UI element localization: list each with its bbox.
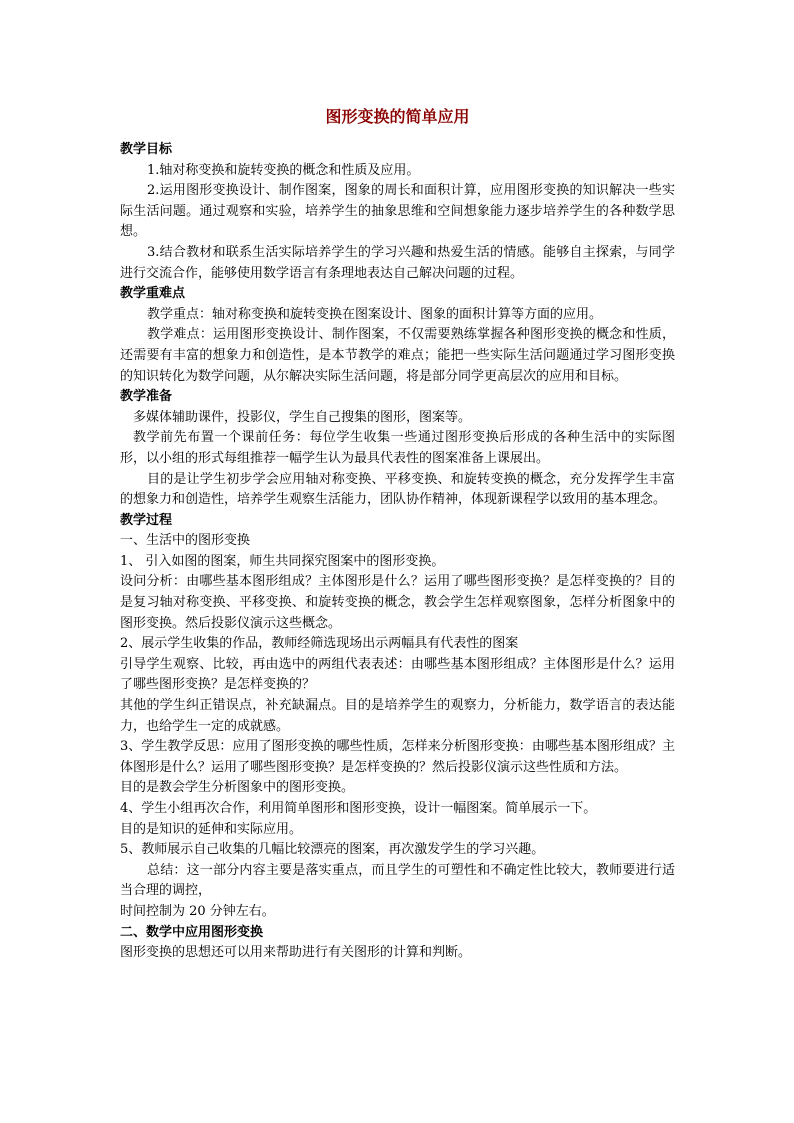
page-title: 图形变换的简单应用: [325, 107, 470, 126]
paragraph: 教学前先布置一个课前任务：每位学生收集一些通过图形变换后形成的各种生活中的实际图形，以小组的形式每组推荐一幅学生认为最具代表性的图案准备上课展出。: [120, 430, 675, 466]
paragraph: 目的是知识的延伸和实际应用。: [120, 821, 303, 837]
section-heading: 教学目标: [120, 142, 173, 157]
section-heading: 教学过程: [120, 512, 173, 528]
paragraph: 多媒体辅助课件，投影仪，学生自己搜集的图形，图案等。: [133, 409, 472, 425]
paragraph: 3、学生教学反思：应用了图形变换的哪些性质，怎样来分析图形变换：由哪些基本图形组成？主体图形是什么？运用了哪些图形变换？是怎样变换的？然后投影仪演示这些性质和方法。: [120, 739, 675, 775]
paragraph: 引导学生观察、比较，再由选中的两组代表表述：由哪些基本图形组成？主体图形是什么？运用了哪些图形变换？是怎样变换的？: [120, 656, 675, 693]
paragraph: 图形变换的思想还可以用来帮助进行有关图形的计算和判断。: [120, 945, 472, 961]
paragraph: 一、生活中的图形变换: [120, 533, 251, 549]
paragraph: 总结：这一部分内容主要是落实重点，而且学生的可塑性和不确定性比较大，教师要进行适当合理的调控，: [120, 862, 675, 899]
paragraph: 5、教师展示自己收集的几幅比较漂亮的图案，再次激发学生的学习兴趣。: [120, 842, 545, 858]
paragraph: 时间控制为 20 分钟左右。: [120, 903, 275, 919]
paragraph: 其他的学生纠正错误点，补充缺漏点。目的是培养学生的观察力，分析能力，数学语言的表达能力，也给学生一定的成就感。: [120, 698, 675, 734]
paragraph: 教学重点：轴对称变换和旋转变换在图案设计、图象的面积计算等方面的应用。: [147, 306, 603, 322]
document-body: [120, 106, 675, 964]
paragraph: 目的是教会学生分析图象中的图形变换。: [120, 780, 355, 796]
paragraph: 目的是让学生初步学会应用轴对称变换、平移变换、和旋转变换的概念，充分发挥学生丰富的想象力和创造性，培养学生观察生活能力，团队协作精神，体现新课程学以致用的基本理念。: [120, 471, 675, 508]
paragraph: 2、展示学生收集的作品，教师经筛选现场出示两幅具有代表性的图案: [120, 636, 519, 652]
paragraph: 4、学生小组再次合作，利用简单图形和图形变换，设计一幅图案。简单展示一下。: [120, 801, 597, 816]
paragraph: 2.运用图形变换设计、制作图案，图象的周长和面积计算，应用图形变换的知识解决一些实际生活问题。通过观察和实验，培养学生的抽象思维和空间想象能力逐步培养学生的各种数学思想。: [120, 183, 675, 240]
paragraph: 3.结合教材和联系生活实际培养学生的学习兴趣和热爱生活的情感。能够自主探索，与同学进行交流合作，能够使用数学语言有条理地表达自己解决问题的过程。: [120, 244, 675, 281]
section-heading: 二、数学中应用图形变换: [120, 924, 264, 940]
content-blocks: [120, 140, 675, 964]
paragraph: 1、 引入如图的图案，师生共同探究图案中的图形变换。: [120, 553, 445, 569]
paragraph: 设问分析：由哪些基本图形组成？主体图形是什么？运用了哪些图形变换？是怎样变换的？目的是复习轴对称变换、平移变换、和旋转变换的概念，教会学生怎样观察图象，怎样分析图象中的图形变换。然后投影仪演示这些概念。: [120, 574, 675, 631]
paragraph: 1.轴对称变换和旋转变换的概念和性质及应用。: [147, 162, 420, 178]
section-heading: 教学准备: [120, 389, 173, 405]
section-heading: 教学重难点: [120, 286, 186, 302]
paragraph: 教学难点：运用图形变换设计、制作图案，不仅需要熟练掌握各种图形变换的概念和性质，还需要有丰富的想象力和创造性，是本节教学的难点；能把一些实际生活问题通过学习图形变换的知识转化为数学问题，从尔解决实际生活问题，将是部分同学更高层次的应用和目标。: [120, 327, 675, 384]
